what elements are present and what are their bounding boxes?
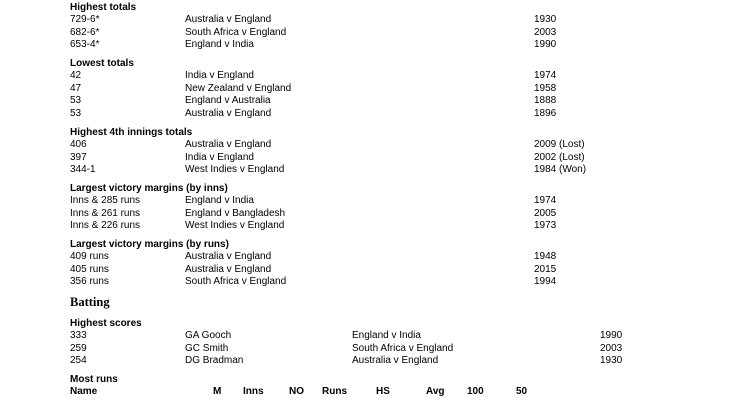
table-row [70, 343, 730, 356]
table-row [70, 330, 730, 343]
clipped-row [70, 398, 730, 404]
record-value: 356 runs [70, 276, 109, 288]
record-value: 682-6* [70, 26, 100, 38]
record-value: Inns & 226 runs [70, 220, 141, 232]
player-name: GC Smith [185, 342, 229, 354]
table-row [70, 39, 730, 52]
record-year: 2009 (Lost) [534, 138, 585, 150]
player-name: DG Bradman [185, 355, 244, 367]
record-match: West Indies v England [185, 164, 285, 176]
record-section [70, 127, 730, 177]
record-value: 53 [70, 108, 82, 120]
record-value: Inns & 261 runs [70, 207, 141, 219]
table-row [70, 208, 730, 221]
highest-scores-section [70, 318, 730, 368]
section-title: Most runs [70, 374, 118, 386]
record-rows [70, 251, 730, 289]
record-value: Inns & 285 runs [70, 194, 141, 206]
record-match: Australia v England [185, 14, 272, 25]
column-header: M [213, 386, 222, 398]
table-row [70, 195, 730, 208]
column-header: HS [376, 386, 390, 398]
score-match: England v India [352, 330, 421, 341]
record-match: England v Australia [185, 95, 271, 107]
record-match: India v England [185, 70, 254, 82]
record-match: Australia v England [185, 263, 272, 275]
score-match: South Africa v England [352, 342, 454, 354]
column-header: NO [289, 386, 304, 398]
column-header: Runs [322, 386, 347, 398]
record-match: South Africa v England [185, 26, 287, 38]
table-row [70, 152, 730, 165]
record-value: 729-6* [70, 14, 100, 25]
record-year: 2003 [534, 26, 557, 38]
record-rows [70, 14, 730, 52]
record-match: England v Bangladesh [185, 207, 286, 219]
record-match: Australia v England [185, 250, 272, 262]
table-row [70, 264, 730, 277]
record-section [70, 183, 730, 233]
table-row [70, 355, 730, 368]
score-year: 1930 [600, 355, 623, 367]
record-year: 2005 [534, 207, 557, 219]
record-section [70, 239, 730, 289]
record-rows [70, 139, 730, 177]
column-header: Avg [426, 386, 445, 398]
score-value: 259 [70, 342, 87, 354]
table-row [70, 139, 730, 152]
record-year: 1973 [534, 220, 557, 232]
record-value: 409 runs [70, 250, 109, 262]
record-match: West Indies v England [185, 220, 285, 232]
record-match: New Zealand v England [185, 82, 292, 94]
record-year: 1888 [534, 95, 557, 107]
record-year: 1990 [534, 39, 557, 51]
record-year: 1984 (Won) [534, 164, 587, 176]
record-match: South Africa v England [185, 276, 287, 288]
section-title: Highest totals [70, 2, 137, 13]
score-value: 333 [70, 330, 87, 341]
record-match: Australia v England [185, 108, 272, 120]
team-records [70, 2, 730, 289]
record-rows [70, 195, 730, 233]
section-title: Lowest totals [70, 58, 134, 70]
record-year: 1930 [534, 14, 557, 25]
table-row [70, 164, 730, 177]
record-year: 1994 [534, 276, 557, 288]
record-rows [70, 330, 730, 368]
record-match: India v England [185, 151, 254, 163]
record-value: 344-1 [70, 164, 96, 176]
section-title: Largest victory margins (by inns) [70, 182, 228, 194]
section-title: Highest scores [70, 318, 142, 329]
column-header: 100 [467, 386, 484, 398]
score-year: 1990 [600, 330, 623, 341]
records-page [70, 2, 730, 410]
score-year: 2003 [600, 342, 623, 354]
column-header: Inns [243, 386, 264, 398]
record-value: 53 [70, 95, 82, 107]
score-value: 254 [70, 355, 87, 367]
record-value: 42 [70, 70, 82, 82]
table-row [70, 251, 730, 264]
table-row [70, 220, 730, 233]
record-value: 47 [70, 82, 82, 94]
record-year: 1896 [534, 108, 557, 120]
table-row [70, 27, 730, 40]
record-section [70, 2, 730, 52]
table-row [70, 14, 730, 27]
player-name: GA Gooch [185, 330, 232, 341]
most-runs-section [70, 374, 730, 404]
column-header: 50 [516, 386, 528, 398]
batting-heading: Batting [70, 295, 110, 309]
record-year: 2015 [534, 263, 557, 275]
record-year: 1974 [534, 194, 557, 206]
record-rows [70, 70, 730, 121]
record-match: England v India [185, 194, 254, 206]
record-year: 2002 (Lost) [534, 151, 585, 163]
column-header: Name [70, 386, 98, 398]
section-title: Highest 4th innings totals [70, 126, 193, 138]
record-match: Australia v England [185, 138, 272, 150]
table-row [70, 108, 730, 121]
most-runs-header [70, 386, 730, 398]
table-row [70, 95, 730, 108]
table-row [70, 276, 730, 289]
record-value: 397 [70, 151, 87, 163]
record-match: England v India [185, 39, 254, 51]
score-match: Australia v England [352, 355, 439, 367]
record-year: 1974 [534, 70, 557, 82]
record-year: 1948 [534, 250, 557, 262]
record-value: 653-4* [70, 39, 100, 51]
table-row [70, 83, 730, 96]
record-value: 406 [70, 138, 87, 150]
record-year: 1958 [534, 82, 557, 94]
record-section [70, 58, 730, 121]
section-title: Largest victory margins (by runs) [70, 238, 229, 250]
table-row [70, 70, 730, 83]
record-value: 405 runs [70, 263, 109, 275]
